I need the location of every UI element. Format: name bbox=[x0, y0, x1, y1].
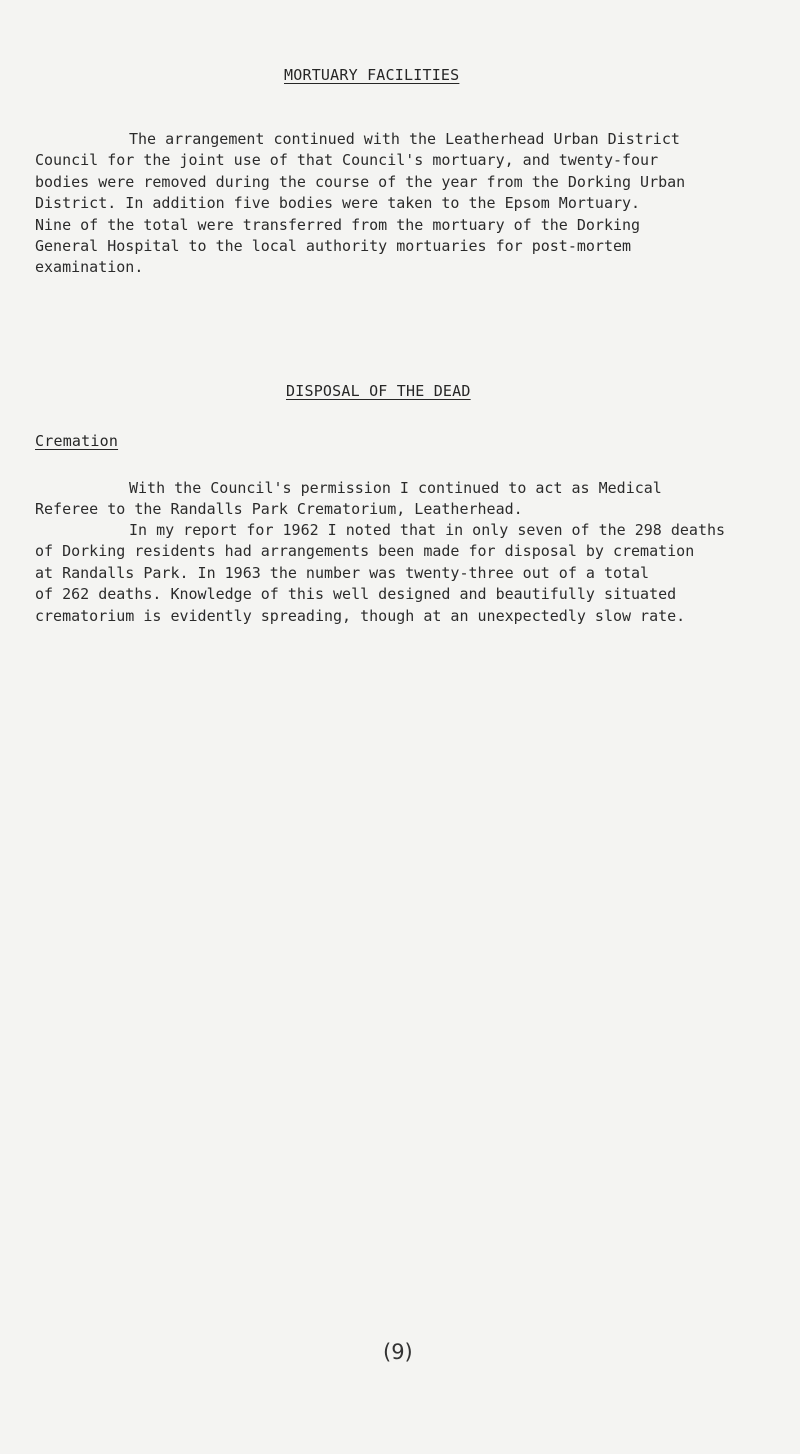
mortuary-paragraph-text: The arrangement continued with the Leatherhead Urban District Council for the joint use of that Council's mortuary, and twenty-four bodies were removed during the course of the year from the Dorking Urban District. In addition five bodies were taken to the Epsom Mortuary. Nine of the total were transferred from the mortuary of the Dorking General Hospital to the local authority mortuaries for post-mortem examination. bbox=[35, 130, 686, 277]
subsection-title-cremation: Cremation bbox=[35, 432, 119, 450]
page-number: (9) bbox=[383, 1340, 413, 1364]
mortuary-paragraph bbox=[35, 129, 800, 279]
cremation-paragraph-2-text: In my report for 1962 I noted that in only seven of the 298 deaths of Dorking residents had arrangements been made for disposal by cremation at Randalls Park. In 1963 the number was twenty-three out of a total of 262 deaths. Knowledge of this well designed and beautifully situated crematorium is evidently spreading, though at an unexpectedly slow rate. bbox=[35, 521, 726, 625]
section-title-mortuary-facilities: MORTUARY FACILITIES bbox=[284, 66, 460, 84]
cremation-paragraph-1-text: With the Council's permission I continued to act as Medical Referee to the Randalls Park Crematorium, Leatherhead. bbox=[35, 479, 662, 519]
cremation-paragraph-2 bbox=[35, 520, 800, 627]
cremation-paragraph-1 bbox=[35, 478, 800, 521]
section-title-disposal-of-the-dead: DISPOSAL OF THE DEAD bbox=[286, 382, 471, 400]
